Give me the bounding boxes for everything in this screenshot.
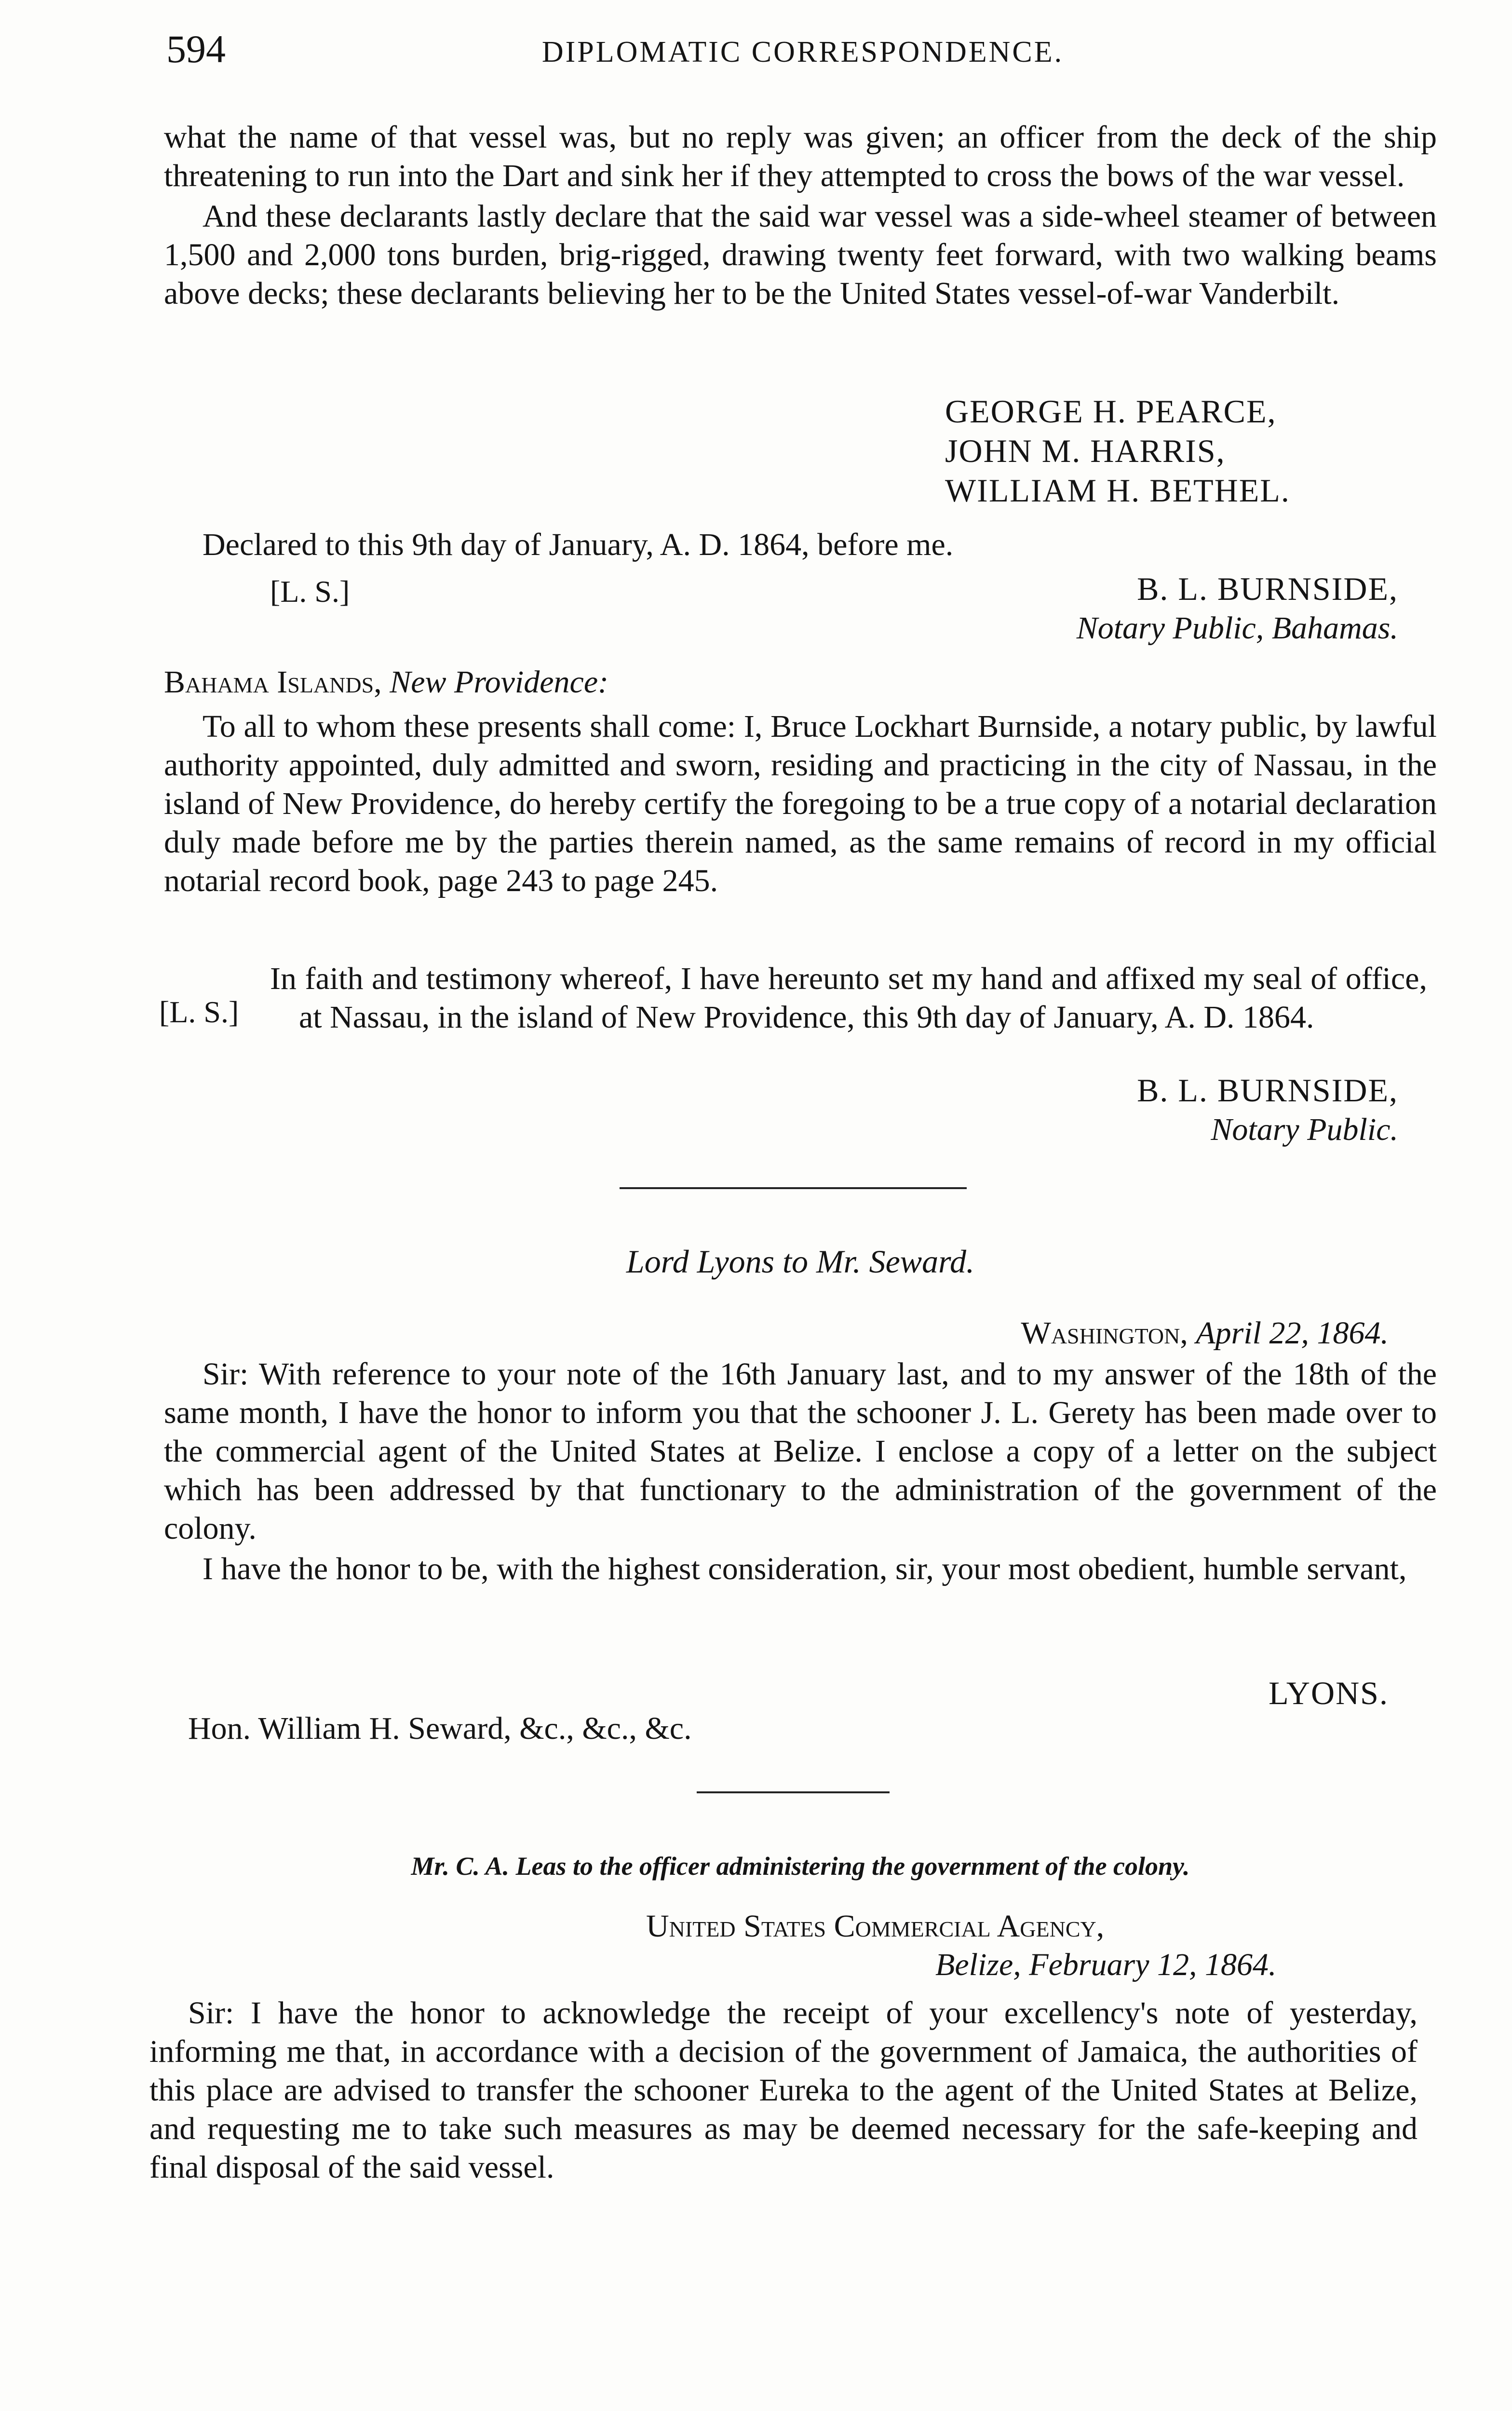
certificate-place-name: Bahama Islands, bbox=[164, 664, 382, 700]
letter-agency: United States Commercial Agency, bbox=[646, 1909, 1105, 1944]
page-header bbox=[166, 27, 1439, 84]
letter-paragraph: I have the honor to be, with the highest consideration, sir, your most obedient, humble servant, bbox=[202, 1551, 1407, 1586]
notary-title: Notary Public. bbox=[1211, 1112, 1398, 1147]
notary-title: Notary Public, Bahamas. bbox=[1076, 610, 1398, 646]
letter-date: April 22, 1864. bbox=[1196, 1315, 1389, 1351]
signatory: JOHN M. HARRIS, bbox=[945, 433, 1226, 469]
letter-place: Washington, bbox=[1021, 1315, 1188, 1351]
certificate-paragraph: To all to whom these presents shall come: I, Bruce Lockhart Burnside, a notary public, by lawful authority appointed, duly admitted and sworn, residing and practicing in the city of Nassau, in the island of New Providence, do hereby certify the foregoing to be a true copy of a notarial declaration duly made before me by the parties therein named, as the same remains of record in my official notarial record book, page 243 to page 245. bbox=[164, 709, 1437, 898]
running-head: DIPLOMATIC CORRESPONDENCE. bbox=[541, 36, 1064, 68]
declared-line-block bbox=[202, 526, 1437, 564]
certificate-signature-block bbox=[820, 1070, 1398, 1150]
declaration-paragraph-last: And these declarants lastly declare that the said war vessel was a side-wheel steamer of between 1,500 and 2,000 tons burden, brig-rigged, drawing twenty feet forward, with two walking beams above decks; these declarants believing her to be the United States vessel-of-war Vanderbilt. bbox=[164, 199, 1437, 311]
certificate-place-island: New Providence: bbox=[390, 664, 609, 700]
declaration-paragraph-continued: what the name of that vessel was, but no reply was given; an officer from the deck of the ship threatening to run into the Dart and sink her if they attempted to cross the bows of the war vessel. bbox=[164, 120, 1437, 193]
page-number: 594 bbox=[166, 27, 226, 71]
certificate-testimony: In faith and testimony whereof, I have hereunto set my hand and affixed my seal of office, at Nassau, in the island of New Providence, this 9th day of January, A. D. 1864. bbox=[270, 961, 1427, 1035]
signatory: GEORGE H. PEARCE, bbox=[945, 393, 1277, 430]
letter-paragraph: Sir: I have the honor to acknowledge the receipt of your excellency's note of yesterday, informing me that, in accordance with a decision of the government of Jamaica, the authorities of this place are advised to transfer the schooner Eureka to the agent of the United States at Belize, and requesting me to take such measures as may be deemed necessary for the safe-keeping and final disposal of the said vessel. bbox=[149, 1995, 1418, 2185]
letter-paragraph: Sir: With reference to your note of the 16th January last, and to my answer of the 18th of the same month, I have the honor to inform you that the schooner J. L. Gerety has been made over to the commercial agent of the United States at Belize. I enclose a copy of a letter on the subject which has been addressed by that functionary to the administration of the government of the colony. bbox=[164, 1356, 1437, 1546]
declaration-section bbox=[164, 118, 1437, 313]
notary-signature-block bbox=[820, 569, 1398, 648]
signatories bbox=[945, 392, 1427, 510]
certificate-section bbox=[164, 663, 1437, 900]
letter-heading bbox=[646, 1907, 1418, 1984]
declared-line: Declared to this 9th day of January, A. D. 1864, before me. bbox=[202, 527, 954, 562]
letter-addressee: Hon. William H. Seward, &c., &c., &c. bbox=[188, 1711, 692, 1746]
letter-body bbox=[164, 1355, 1437, 1588]
seal-mark: [L. S.] bbox=[159, 995, 239, 1029]
letter-place-date: Belize, February 12, 1864. bbox=[935, 1947, 1277, 1982]
letter-signature bbox=[164, 1673, 1389, 1713]
notary-name: B. L. BURNSIDE, bbox=[1137, 1072, 1398, 1109]
notary-name: B. L. BURNSIDE, bbox=[1137, 570, 1398, 607]
seal-mark: [L. S.] bbox=[270, 574, 350, 609]
letter-dateline bbox=[164, 1314, 1389, 1353]
letter-title: Lord Lyons to Mr. Seward. bbox=[626, 1243, 975, 1280]
section-divider bbox=[620, 1187, 967, 1189]
letter-body bbox=[149, 1994, 1418, 2187]
letter-title: Mr. C. A. Leas to the officer administering the government of the colony. bbox=[411, 1852, 1190, 1881]
certificate-testimony-block bbox=[270, 960, 1427, 1037]
signature-lyons: LYONS. bbox=[1269, 1675, 1389, 1711]
signatory: WILLIAM H. BETHEL. bbox=[945, 472, 1290, 509]
section-divider bbox=[697, 1791, 890, 1793]
certificate-place bbox=[164, 663, 1437, 702]
